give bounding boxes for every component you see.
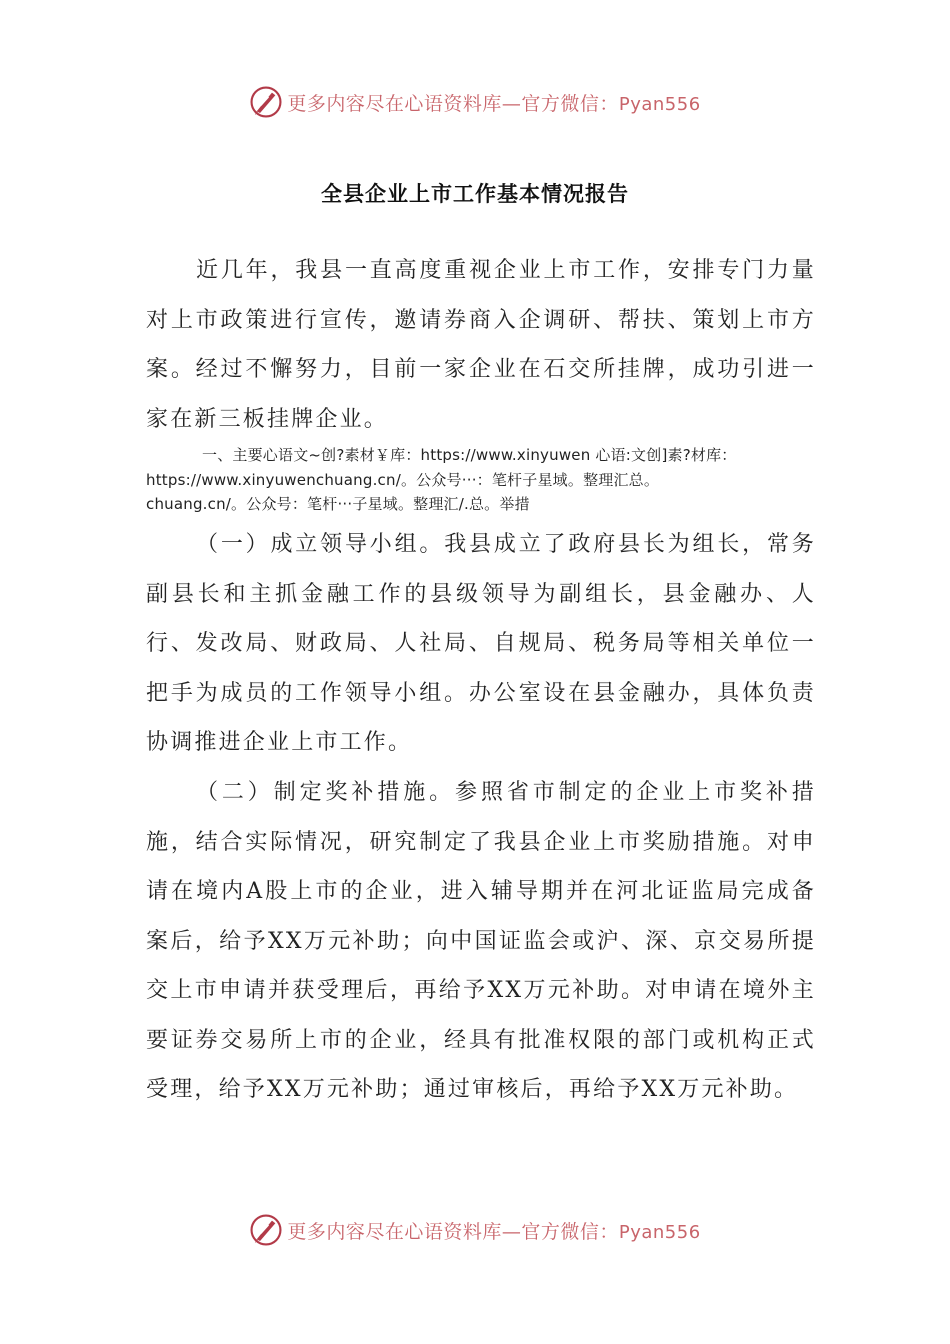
section-1-paragraph: （一）成立领导小组。我县成立了政府县长为组长，常务副县长和主抓金融工作的县级领导为副组长，县金融办、人行、发改局、财政局、人社局、自规局、税务局等相关单位一把手为成员的工作领导小组。办公室设在县金融办，具体负责协调推进企业上市工作。 — [146, 532, 816, 755]
banner-slogan: 更多内容尽在心语资料库—官方微信： — [287, 1220, 619, 1243]
quill-pen-logo-icon — [249, 85, 283, 119]
footer-banner — [0, 1208, 950, 1252]
wechat-id: Pyan556 — [618, 1221, 701, 1243]
section-2-paragraph: （二）制定奖补措施。参照省市制定的企业上市奖补措施，结合实际情况，研究制定了我县企业上市奖励措施。对申请在境内A股上市的企业，进入辅导期并在河北证监局完成备案后，给予XX万元补助；向中国证监会或沪、深、京交易所提交上市申请并获受理后，再给予XX万元补助。对申请在境外主要证券交易所上市的企业，经具有批准权限的部门或机构正式受理，给予XX万元补助；通过审核后，再给予XX万元补助。 — [146, 780, 816, 1102]
note-line: https://www.xinyuwenchuang.cn/。公众号···：笔杆子星域。整理汇总。 — [146, 470, 660, 489]
note-line: 一、主要心语文~创?素材￥库：https://www.xinyuwen 心语:文创]素?材库： — [202, 446, 737, 464]
wechat-id: Pyan556 — [618, 93, 701, 115]
intro-paragraph: 近几年，我县一直高度重视企业上市工作，安排专门力量对上市政策进行宣传，邀请券商入企调研、帮扶、策划上市方案。经过不懈努力，目前一家企业在石交所挂牌，成功引进一家在新三板挂牌企业。 — [146, 258, 816, 432]
banner-text — [287, 1217, 700, 1244]
quill-pen-logo-icon — [249, 1213, 283, 1247]
banner-slogan: 更多内容尽在心语资料库—官方微信： — [287, 92, 619, 115]
document-title: 全县企业上市工作基本情况报告 — [321, 181, 629, 206]
note-line: chuang.cn/。公众号：笔杆···子星域。整理汇/.总。举措 — [146, 495, 530, 513]
header-banner — [0, 80, 950, 124]
banner-text — [287, 89, 700, 116]
watermark-note — [146, 443, 818, 517]
